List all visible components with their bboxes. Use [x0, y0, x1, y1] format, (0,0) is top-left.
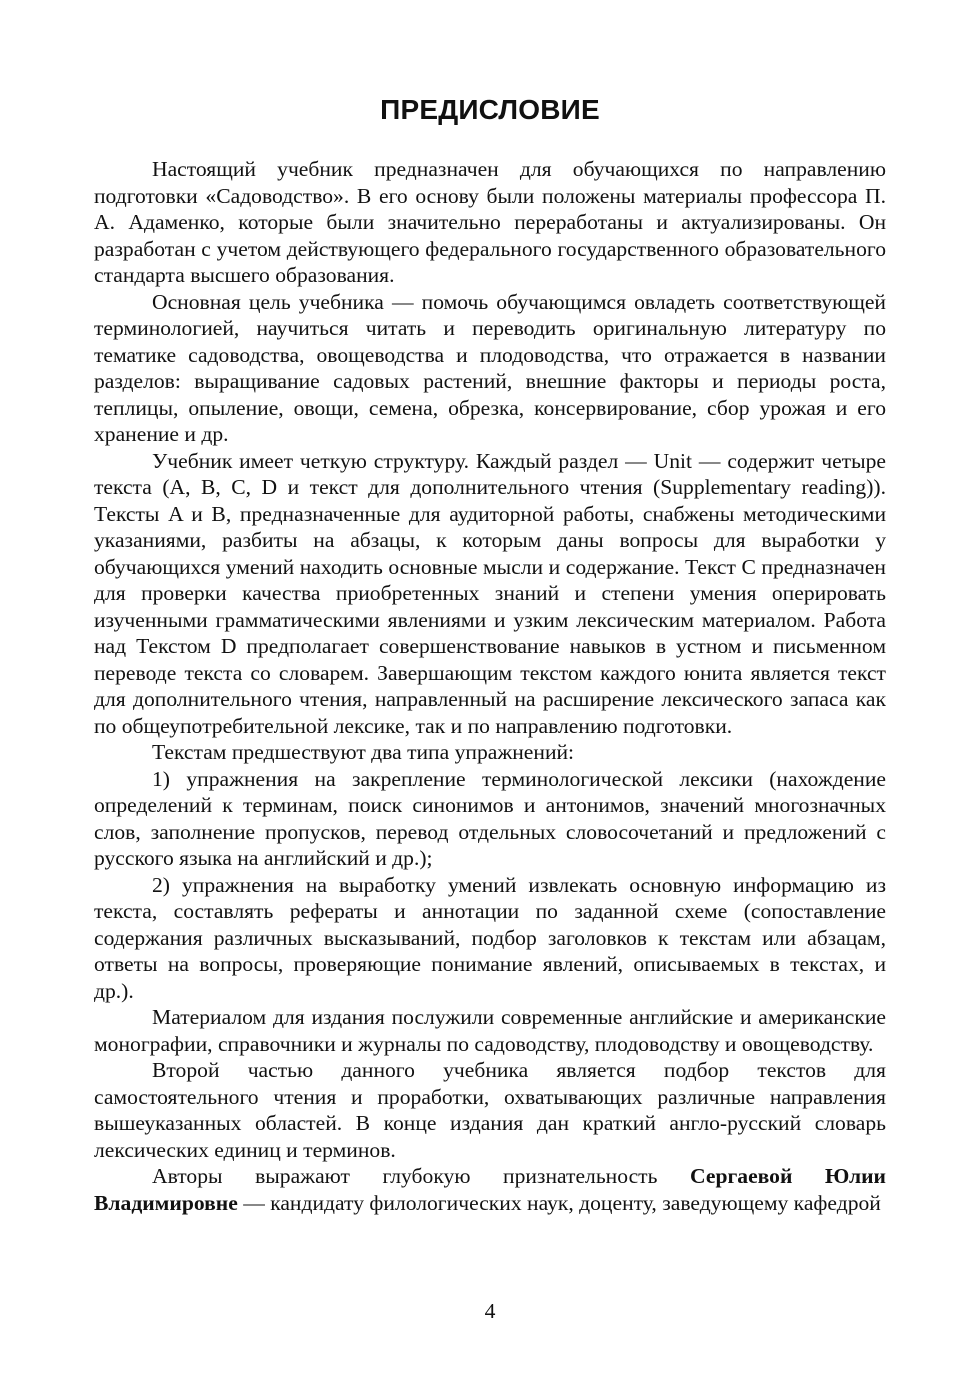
- paragraph-exercise-1: 1) упражнения на закрепление терминологической лексики (нахождение определений к терминам, поиск синонимов и антонимов, значений многозначных слов, заполнение пропусков, перевод отдельных словосочетаний и предложений с русского языка на английский и др.);: [94, 766, 886, 870]
- acknowledgement-text-after: — кандидату филологических наук, доценту, заведующему кафедрой: [237, 1190, 881, 1215]
- paragraph-exercise-types: Текстам предшествуют два типа упражнений:: [152, 740, 575, 764]
- page-number: 4: [484, 1299, 496, 1323]
- page-title: ПРЕДИСЛОВИЕ: [380, 94, 600, 125]
- acknowledgement-text-before: Авторы выражают глубокую признательность: [152, 1164, 691, 1188]
- paragraph-structure: Учебник имеет четкую структуру. Каждый раздел — Unit — содержит четыре текста (A, B, C, D и текст для дополнительного чтения (Supplementary reading)). Тексты A и B, предназначенные для аудиторной работы, снабжены методическими указаниями, разбиты на абзацы, к которым даны вопросы для выработки у обучающихся умений находить основные мысли и содержание. Текст C предназначен для проверки качества приобретенных знаний и степени умения оперировать изученными грамматическими явлениями и узким лексическим материалом. Работа над Текстом D предполагает совершенствование навыков в устном и письменном переводе текста со словарем. Завершающим текстом каждого юнита является текст для дополнительного чтения, направленный на расширение лексического запаса как по общеупотребительной лексике, так и по направлению подготовки.: [94, 448, 886, 738]
- document-page: [94, 86, 886, 1216]
- paragraph-exercise-2: 2) упражнения на выработку умений извлекать основную информацию из текста, составлять рефераты и аннотации по заданной схеме (сопоставление содержания различных высказываний, подбор заголовков к текстам или абзацам, ответы на вопросы, проверяющие понимание явлений, описываемых в текстах, и др.).: [94, 872, 886, 1003]
- paragraph-goal: Основная цель учебника — помочь обучающимся овладеть соответствующей терминологией, научиться читать и переводить оригинальную литературу по тематике садоводства, овощеводства и плодоводства, что отражается в названии разделов: выращивание садовых растений, внешние факторы и периоды роста, теплицы, опыление, овощи, семена, обрезка, консервирование, сбор урожая и его хранение и др.: [94, 289, 886, 446]
- paragraph-materials: Материалом для издания послужили современные английские и американские монографии, справочники и журналы по садоводству, плодоводству и овощеводству.: [94, 1005, 886, 1056]
- paragraph-acknowledgement: [94, 1163, 886, 1216]
- acknowledgement-name: Сергаевой Юлии Владимировне: [94, 1164, 886, 1215]
- paragraph-intro: Настоящий учебник предназначен для обучающихся по направлению подготовки «Садоводство». В его основу были положены материалы профессора П. А. Адаменко, которые были значительно переработаны и актуализированы. Он разработан с учетом действующего федерального государственного образовательного стандарта высшего образования.: [94, 157, 886, 287]
- body-text: [94, 156, 886, 1216]
- paragraph-second-part: Второй частью данного учебника является подбор текстов для самостоятельного чтения и проработки, охватывающих различные направления вышеуказанных областей. В конце издания дан краткий англо-русский словарь лексических единиц и терминов.: [94, 1058, 886, 1162]
